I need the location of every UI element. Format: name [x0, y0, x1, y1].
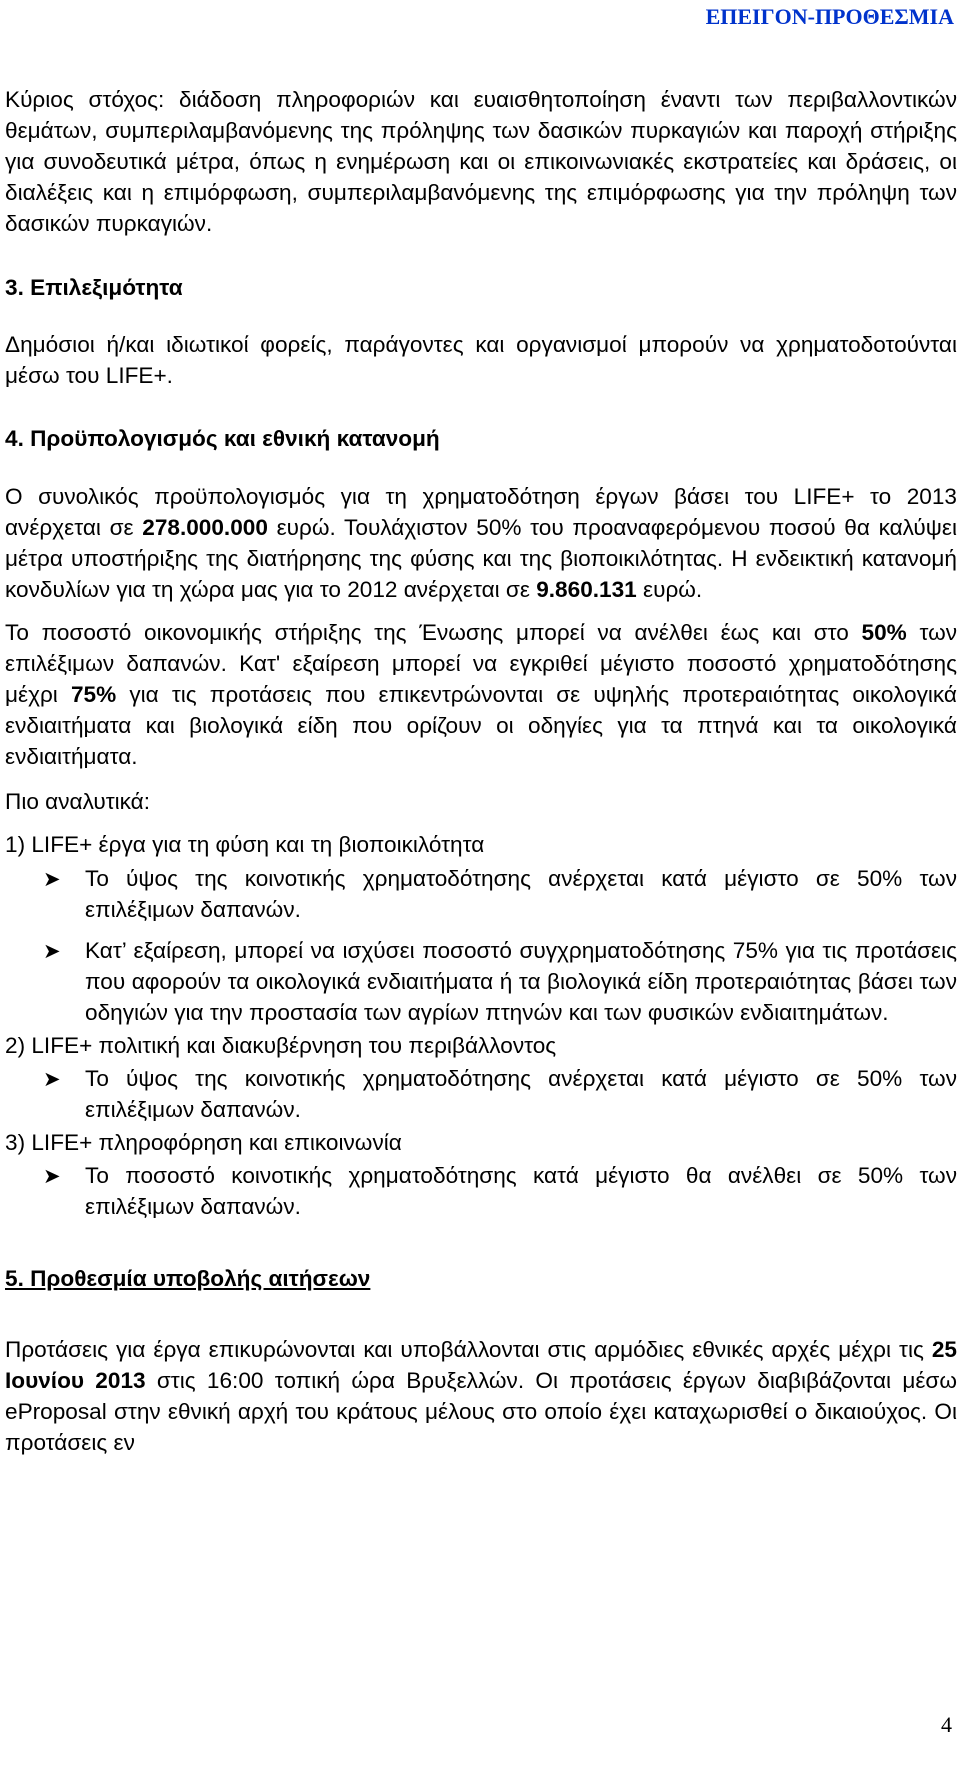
intro-paragraph: Κύριος στόχος: διάδοση πληροφοριών και ευαισθητοποίηση έναντι των περιβαλλοντικών θεμάτων, συμπεριλαμβανόμενης της πρόληψης των δασικών πυρκαγιών και παροχή στήριξης για συνοδευτικά μέτρα, όπως η ενημέρωση και οι επικοινωνιακές εκστρατείες και δράσεις, οι διαλέξεις και η επιμόρφωση, συμπεριλαμβανόμενης της επιμόρφωσης για την πρόληψη των δασικών πυρκαγιών.: [5, 87, 957, 236]
support-text-b: των επιλέξιμων δαπανών. Κατ' εξαίρεση μπορεί να εγκριθεί μέγιστο ποσοστό χρηματοδότησης μέχρι: [5, 620, 958, 707]
arrowhead-bullet-icon: ➤: [43, 868, 61, 891]
section-3-heading: 3. Επιλεξιμότητα: [5, 275, 183, 300]
bullet-text: Το ύψος της κοινοτικής χρηματοδότησης ανέρχεται κατά μέγιστο σε 50% των επιλέξιμων δαπανών.: [85, 866, 957, 922]
deadline-text-b: στις 16:00 τοπική ώρα Βρυξελλών. Οι προτάσεις έργων διαβιβάζονται μέσω eProposal στην εθνική αρχή του κράτους μέλους στο οποίο έχει καταχωρισθεί ο δικαιούχος. Οι προτάσεις εν: [5, 1368, 957, 1455]
support-text-a: Το ποσοστό οικονομικής στήριξης της Ένωσης μπορεί να ανέλθει έως και στο: [5, 620, 862, 645]
item-1-title: 1) LIFE+ έργα για τη φύση και τη βιοποικιλότητα: [5, 832, 485, 857]
bullet-text: Κατ’ εξαίρεση, μπορεί να ισχύσει ποσοστό συγχρηματοδότησης 75% για τις προτάσεις που αφορούν τα οικολογικά ενδιαιτήματα ή τα βιολογικά είδη προτεραιότητας βάσει των οδηγιών για την προστασία των αγρίων πτηνών και των φυσικών ενδιαιτημάτων.: [85, 938, 957, 1025]
item-2-title: 2) LIFE+ πολιτική και διακυβέρνηση του περιβάλλοντος: [5, 1033, 557, 1058]
bullet-text: Το ύψος της κοινοτικής χρηματοδότησης ανέρχεται κατά μέγιστο σε 50% των επιλέξιμων δαπανών.: [85, 1066, 957, 1122]
item-3-bullet-1: [5, 1160, 957, 1222]
arrowhead-bullet-icon: ➤: [43, 940, 61, 963]
details-label: Πιο αναλυτικά:: [5, 789, 151, 814]
section-4-heading: 4. Προϋπολογισμός και εθνική κατανομή: [5, 426, 440, 451]
document-body: [5, 84, 957, 1458]
page-header-title: ΕΠΕΙΓΟΝ-ΠΡΟΘΕΣΜΙΑ: [705, 4, 954, 29]
budget-text-c: ευρώ.: [636, 577, 703, 602]
section-3-paragraph: Δημόσιοι ή/και ιδιωτικοί φορείς, παράγοντες και οργανισμοί μπορούν να χρηματοδοτούνται μέσω του LIFE+.: [5, 332, 957, 388]
item-1-bullet-1: [5, 863, 957, 925]
item-2-bullet-1: [5, 1063, 957, 1125]
item-3-title: 3) LIFE+ πληροφόρηση και επικοινωνία: [5, 1130, 402, 1155]
national-allocation-amount: 9.860.131: [536, 577, 637, 602]
page-number: 4: [941, 1712, 952, 1737]
support-rate-75: 75%: [70, 682, 117, 707]
support-rate-paragraph: [5, 617, 957, 772]
budget-paragraph: [5, 481, 957, 605]
deadline-paragraph: [5, 1334, 957, 1458]
budget-total-amount: 278.000.000: [142, 515, 268, 540]
budget-text-b: ευρώ. Τουλάχιστον 50% του προαναφερόμενου ποσού θα καλύψει μέτρα υποστήριξης της διατήρησης της φύσης και της βιοποικιλότητας. Η ενδεικτική κατανομή κονδυλίων για τη χώρα μας για το 2012 ανέρχεται σε: [5, 515, 957, 602]
deadline-text-a: Προτάσεις για έργα επικυρώνονται και υποβάλλονται στις αρμόδιες εθνικές αρχές μέχρι τις: [5, 1337, 932, 1362]
arrowhead-bullet-icon: ➤: [43, 1068, 61, 1091]
deadline-date: 25 Ιουνίου 2013: [5, 1337, 957, 1393]
arrowhead-bullet-icon: ➤: [43, 1165, 61, 1188]
item-1-bullet-2: [5, 935, 957, 1028]
bullet-text: Το ποσοστό κοινοτικής χρηματοδότησης κατά μέγιστο θα ανέλθει σε 50% των επιλέξιμων δαπανών.: [85, 1163, 957, 1219]
budget-text-a: Ο συνολικός προϋπολογισμός για τη χρηματοδότηση έργων βάσει του LIFE+ το 2013 ανέρχεται σε: [5, 484, 957, 540]
section-5-heading: 5. Προθεσμία υποβολής αιτήσεων: [5, 1266, 371, 1291]
support-text-c: για τις προτάσεις που επικεντρώνονται σε υψηλής προτεραιότητας οικολογικά ενδιαιτήματα και βιολογικά είδη που ορίζουν οι οδηγίες για τα πτηνά και τα οικολογικά ενδιαιτήματα.: [5, 682, 957, 769]
support-rate-50: 50%: [861, 620, 907, 645]
